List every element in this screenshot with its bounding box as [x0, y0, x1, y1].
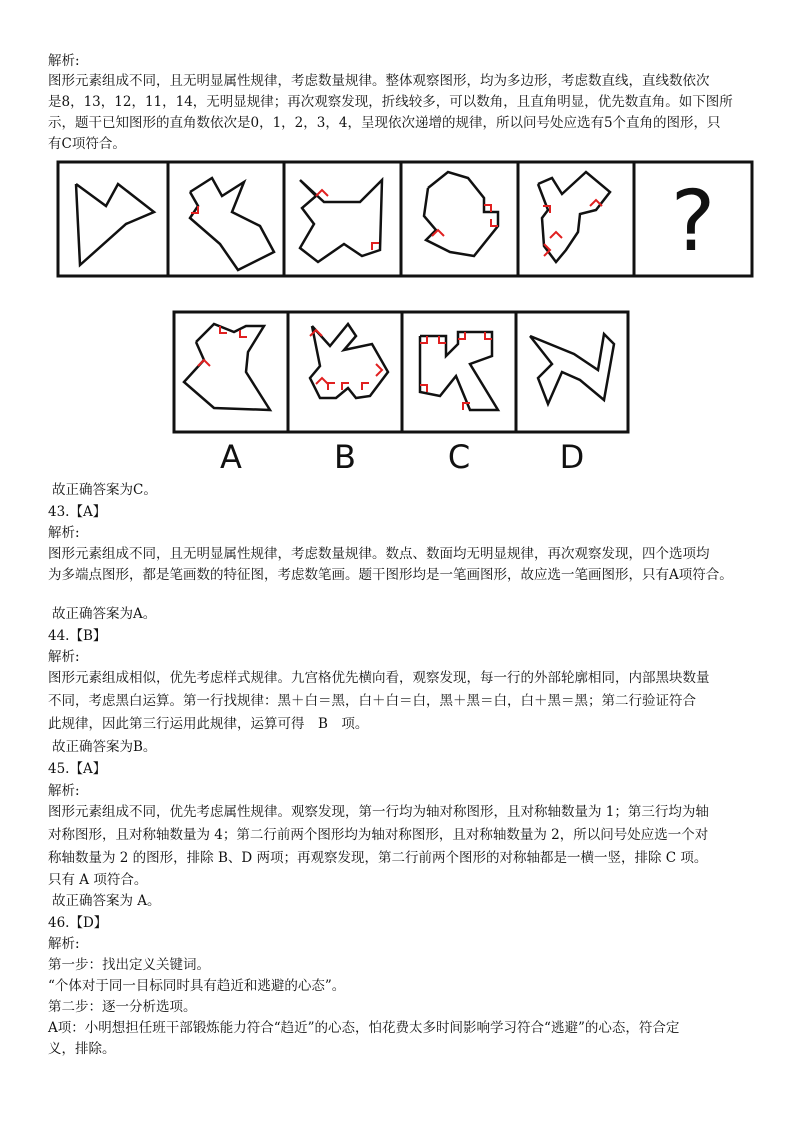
- figure-reasoning-puzzle: [0, 0, 800, 480]
- paragraph-line: A项：小明想担任班干部锻炼能力符合“趋近”的心态，怕花费太多时间影响学习符合“逃避”的心态，符合定: [48, 1020, 680, 1036]
- answer-line: 故正确答案为A。: [52, 606, 157, 622]
- question-number: 44.【B】: [48, 628, 107, 644]
- analysis-label: 解析:: [48, 53, 80, 69]
- option-b-shape: [310, 324, 388, 398]
- question-row: [58, 162, 752, 276]
- figure-shape-2: [190, 178, 274, 270]
- option-label-d: D: [559, 438, 585, 476]
- paragraph-line: 图形元素组成相似，优先考虑样式规律。九宫格优先横向看，观察发现，每一行的外部轮廓相同，内部黑块数量: [48, 670, 710, 686]
- paragraph-line: 对称图形，且对称轴数量为 4；第二行前两个图形均为轴对称图形，且对称轴数量为 2，所以问号处应选一个对: [48, 827, 709, 843]
- paragraph-line: 不同，考虑黑白运算。第一行找规律：黑＋白＝黑，白＋白＝白，黑＋黑＝白，白＋黑＝黑；第二行验证符合: [48, 693, 696, 709]
- paragraph-line: 图形元素组成不同，且无明显属性规律，考虑数量规律。数点、数面均无明显规律，再次观察发现，四个选项均: [48, 546, 710, 562]
- paragraph-line: 图形元素组成不同，优先考虑属性规律。观察发现，第一行均为轴对称图形，且对称轴数量为 1；第三行均为轴: [48, 804, 709, 820]
- paragraph-line: 示，题干已知图形的直角数依次是0，1，2，3，4，呈现依次递增的规律，所以问号处应选有5个直角的图形，只: [48, 115, 721, 131]
- question-number: 46.【D】: [48, 915, 108, 931]
- paragraph-line: 是8，13，12，11，14，无明显规律；再次观察发现，折线较多，可以数角，且直角明显，优先数直角。如下图所: [48, 94, 733, 110]
- option-label-a: A: [220, 438, 242, 476]
- option-d-shape: [530, 334, 614, 404]
- analysis-label: 解析:: [48, 525, 80, 541]
- analysis-label: 解析:: [48, 783, 80, 799]
- paragraph-line: 此规律，因此第三行运用此规律，运算可得 B 项。: [48, 716, 369, 732]
- option-label-c: C: [447, 438, 471, 476]
- paragraph-line: 有C项符合。: [48, 136, 126, 152]
- figure-shape-5: [538, 172, 610, 262]
- paragraph-line: 只有 A 项符合。: [48, 872, 148, 888]
- paragraph-line: 称轴数量为 2 的图形，排除 B、D 两项；再观察发现，第二行前两个图形的对称轴都是一横一竖，排除 C 项。: [48, 850, 708, 866]
- option-c-shape: [420, 332, 498, 410]
- answer-line: 故正确答案为 A。: [52, 893, 161, 909]
- answer-line: 故正确答案为C。: [52, 482, 157, 498]
- figure-shape-1: [76, 184, 154, 265]
- paragraph-line: 义，排除。: [48, 1041, 116, 1057]
- question-mark: ?: [670, 172, 716, 270]
- figure-shape-3: [300, 180, 382, 262]
- options-row: [174, 312, 628, 432]
- analysis-label: 解析:: [48, 936, 80, 952]
- paragraph-line: 为多端点图形，都是笔画数的特征图，考虑数笔画。题干图形均是一笔画图形，故应选一笔画图形，只有A项符合。: [48, 567, 733, 583]
- answer-line: 故正确答案为B。: [52, 739, 157, 755]
- figure-shape-4: [424, 172, 498, 256]
- paragraph-line: 图形元素组成不同，且无明显属性规律，考虑数量规律。整体观察图形，均为多边形，考虑数直线，直线数依次: [48, 73, 710, 89]
- option-a-shape: [184, 324, 270, 410]
- step-line: 第一步：找出定义关键词。: [48, 957, 210, 973]
- step-line: 第二步：逐一分析选项。: [48, 999, 197, 1015]
- analysis-label: 解析:: [48, 649, 80, 665]
- question-number: 43.【A】: [48, 504, 107, 520]
- option-label-b: B: [334, 438, 356, 476]
- definition-keyword: “个体对于同一目标同时具有趋近和逃避的心态”。: [48, 978, 346, 994]
- question-number: 45.【A】: [48, 761, 107, 777]
- question-row-frame: [58, 162, 752, 276]
